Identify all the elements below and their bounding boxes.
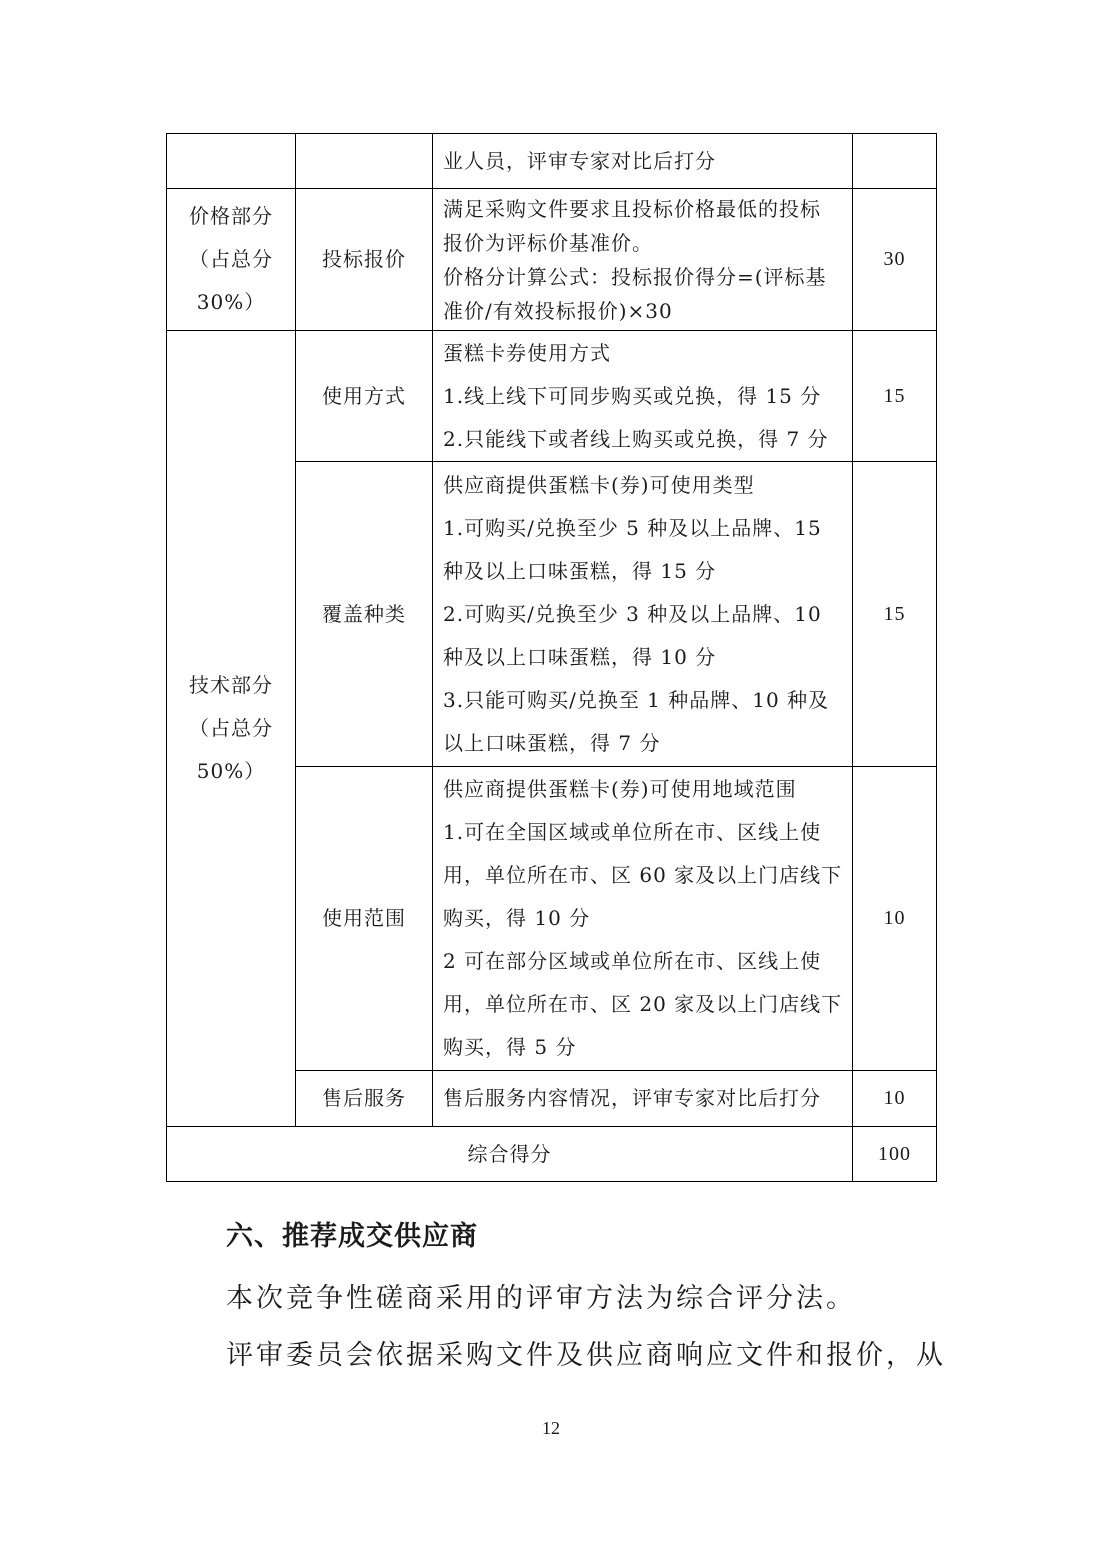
table-row-continuation [167, 134, 937, 189]
criteria-cell-after-sales [433, 1071, 853, 1127]
criteria-cell-usage-method [433, 331, 853, 462]
criteria-line: 1.可购买/兑换至少 5 种及以上品牌、15 [443, 515, 822, 540]
criteria-line: 准价/有效投标报价)×30 [443, 298, 673, 323]
category-line: 50%） [196, 759, 266, 783]
criteria-line: 种及以上口味蛋糕，得 10 分 [443, 644, 717, 669]
score-cell-bid-price: 30 [853, 189, 937, 331]
criteria-line: 业人员，评审专家对比后打分 [443, 148, 716, 173]
criteria-line: 用，单位所在市、区 20 家及以上门店线下 [443, 992, 843, 1016]
item-cell-empty [296, 134, 433, 189]
score-cell-coverage-types: 15 [853, 462, 937, 767]
criteria-line: 1.线上线下可同步购买或兑换，得 15 分 [443, 383, 822, 408]
category-cell-empty [167, 134, 296, 189]
criteria-cell-bid-price [433, 189, 853, 331]
criteria-line: 以上口味蛋糕，得 7 分 [443, 730, 661, 755]
criteria-line: 购买，得 10 分 [443, 906, 591, 930]
criteria-line: 1.可在全国区域或单位所在市、区线上使 [443, 820, 822, 844]
table-row-usage-method [167, 331, 937, 462]
criteria-line: 售后服务内容情况，评审专家对比后打分 [443, 1086, 821, 1110]
category-line: （占总分 [189, 716, 273, 740]
criteria-line: 报价为评标价基准价。 [443, 230, 653, 255]
criteria-line: 满足采购文件要求且投标价格最低的投标 [443, 196, 821, 221]
criteria-line: 2.可购买/兑换至少 3 种及以上品牌、10 [443, 601, 822, 626]
body-paragraph: 评审委员会依据采购文件及供应商响应文件和报价，从 [226, 1340, 946, 1371]
item-cell-bid-price: 投标报价 [296, 189, 433, 331]
criteria-line: 2.只能线下或者线上购买或兑换，得 7 分 [443, 426, 829, 451]
table-row-total [167, 1127, 937, 1182]
category-line: 价格部分 [189, 204, 273, 228]
page-number: 12 [542, 1418, 560, 1438]
score-cell-empty [853, 134, 937, 189]
item-cell-coverage-types: 覆盖种类 [296, 462, 433, 767]
scoring-table [166, 133, 937, 1182]
item-cell-after-sales: 售后服务 [296, 1071, 433, 1127]
criteria-line: 种及以上口味蛋糕，得 15 分 [443, 558, 717, 583]
criteria-line: 供应商提供蛋糕卡(券)可使用地域范围 [443, 777, 797, 801]
criteria-cell-coverage-types [433, 462, 853, 767]
criteria-line: 3.只能可购买/兑换至 1 种品牌、10 种及 [443, 687, 830, 712]
total-label-cell: 综合得分 [167, 1127, 853, 1182]
criteria-line: 价格分计算公式：投标报价得分=(评标基 [443, 264, 827, 289]
item-cell-usage-range: 使用范围 [296, 767, 433, 1071]
category-cell-price [167, 189, 296, 331]
score-cell-usage-method: 15 [853, 331, 937, 462]
category-cell-tech [167, 331, 296, 1127]
criteria-cell [433, 134, 853, 189]
score-cell-after-sales: 10 [853, 1071, 937, 1127]
category-line: 技术部分 [189, 673, 273, 697]
criteria-cell-usage-range [433, 767, 853, 1071]
criteria-line: 2 可在部分区域或单位所在市、区线上使 [443, 949, 822, 973]
criteria-line: 供应商提供蛋糕卡(券)可使用类型 [443, 472, 755, 497]
criteria-line: 蛋糕卡券使用方式 [443, 340, 611, 365]
section-heading: 六、推荐成交供应商 [226, 1221, 478, 1252]
category-line: 30%） [196, 290, 266, 314]
criteria-line: 用，单位所在市、区 60 家及以上门店线下 [443, 863, 843, 887]
score-cell-usage-range: 10 [853, 767, 937, 1071]
body-paragraph: 本次竞争性磋商采用的评审方法为综合评分法。 [226, 1283, 856, 1314]
total-score-cell: 100 [853, 1127, 937, 1182]
criteria-line: 购买，得 5 分 [443, 1035, 577, 1059]
item-cell-usage-method: 使用方式 [296, 331, 433, 462]
table-row-price [167, 189, 937, 331]
category-line: （占总分 [189, 247, 273, 271]
